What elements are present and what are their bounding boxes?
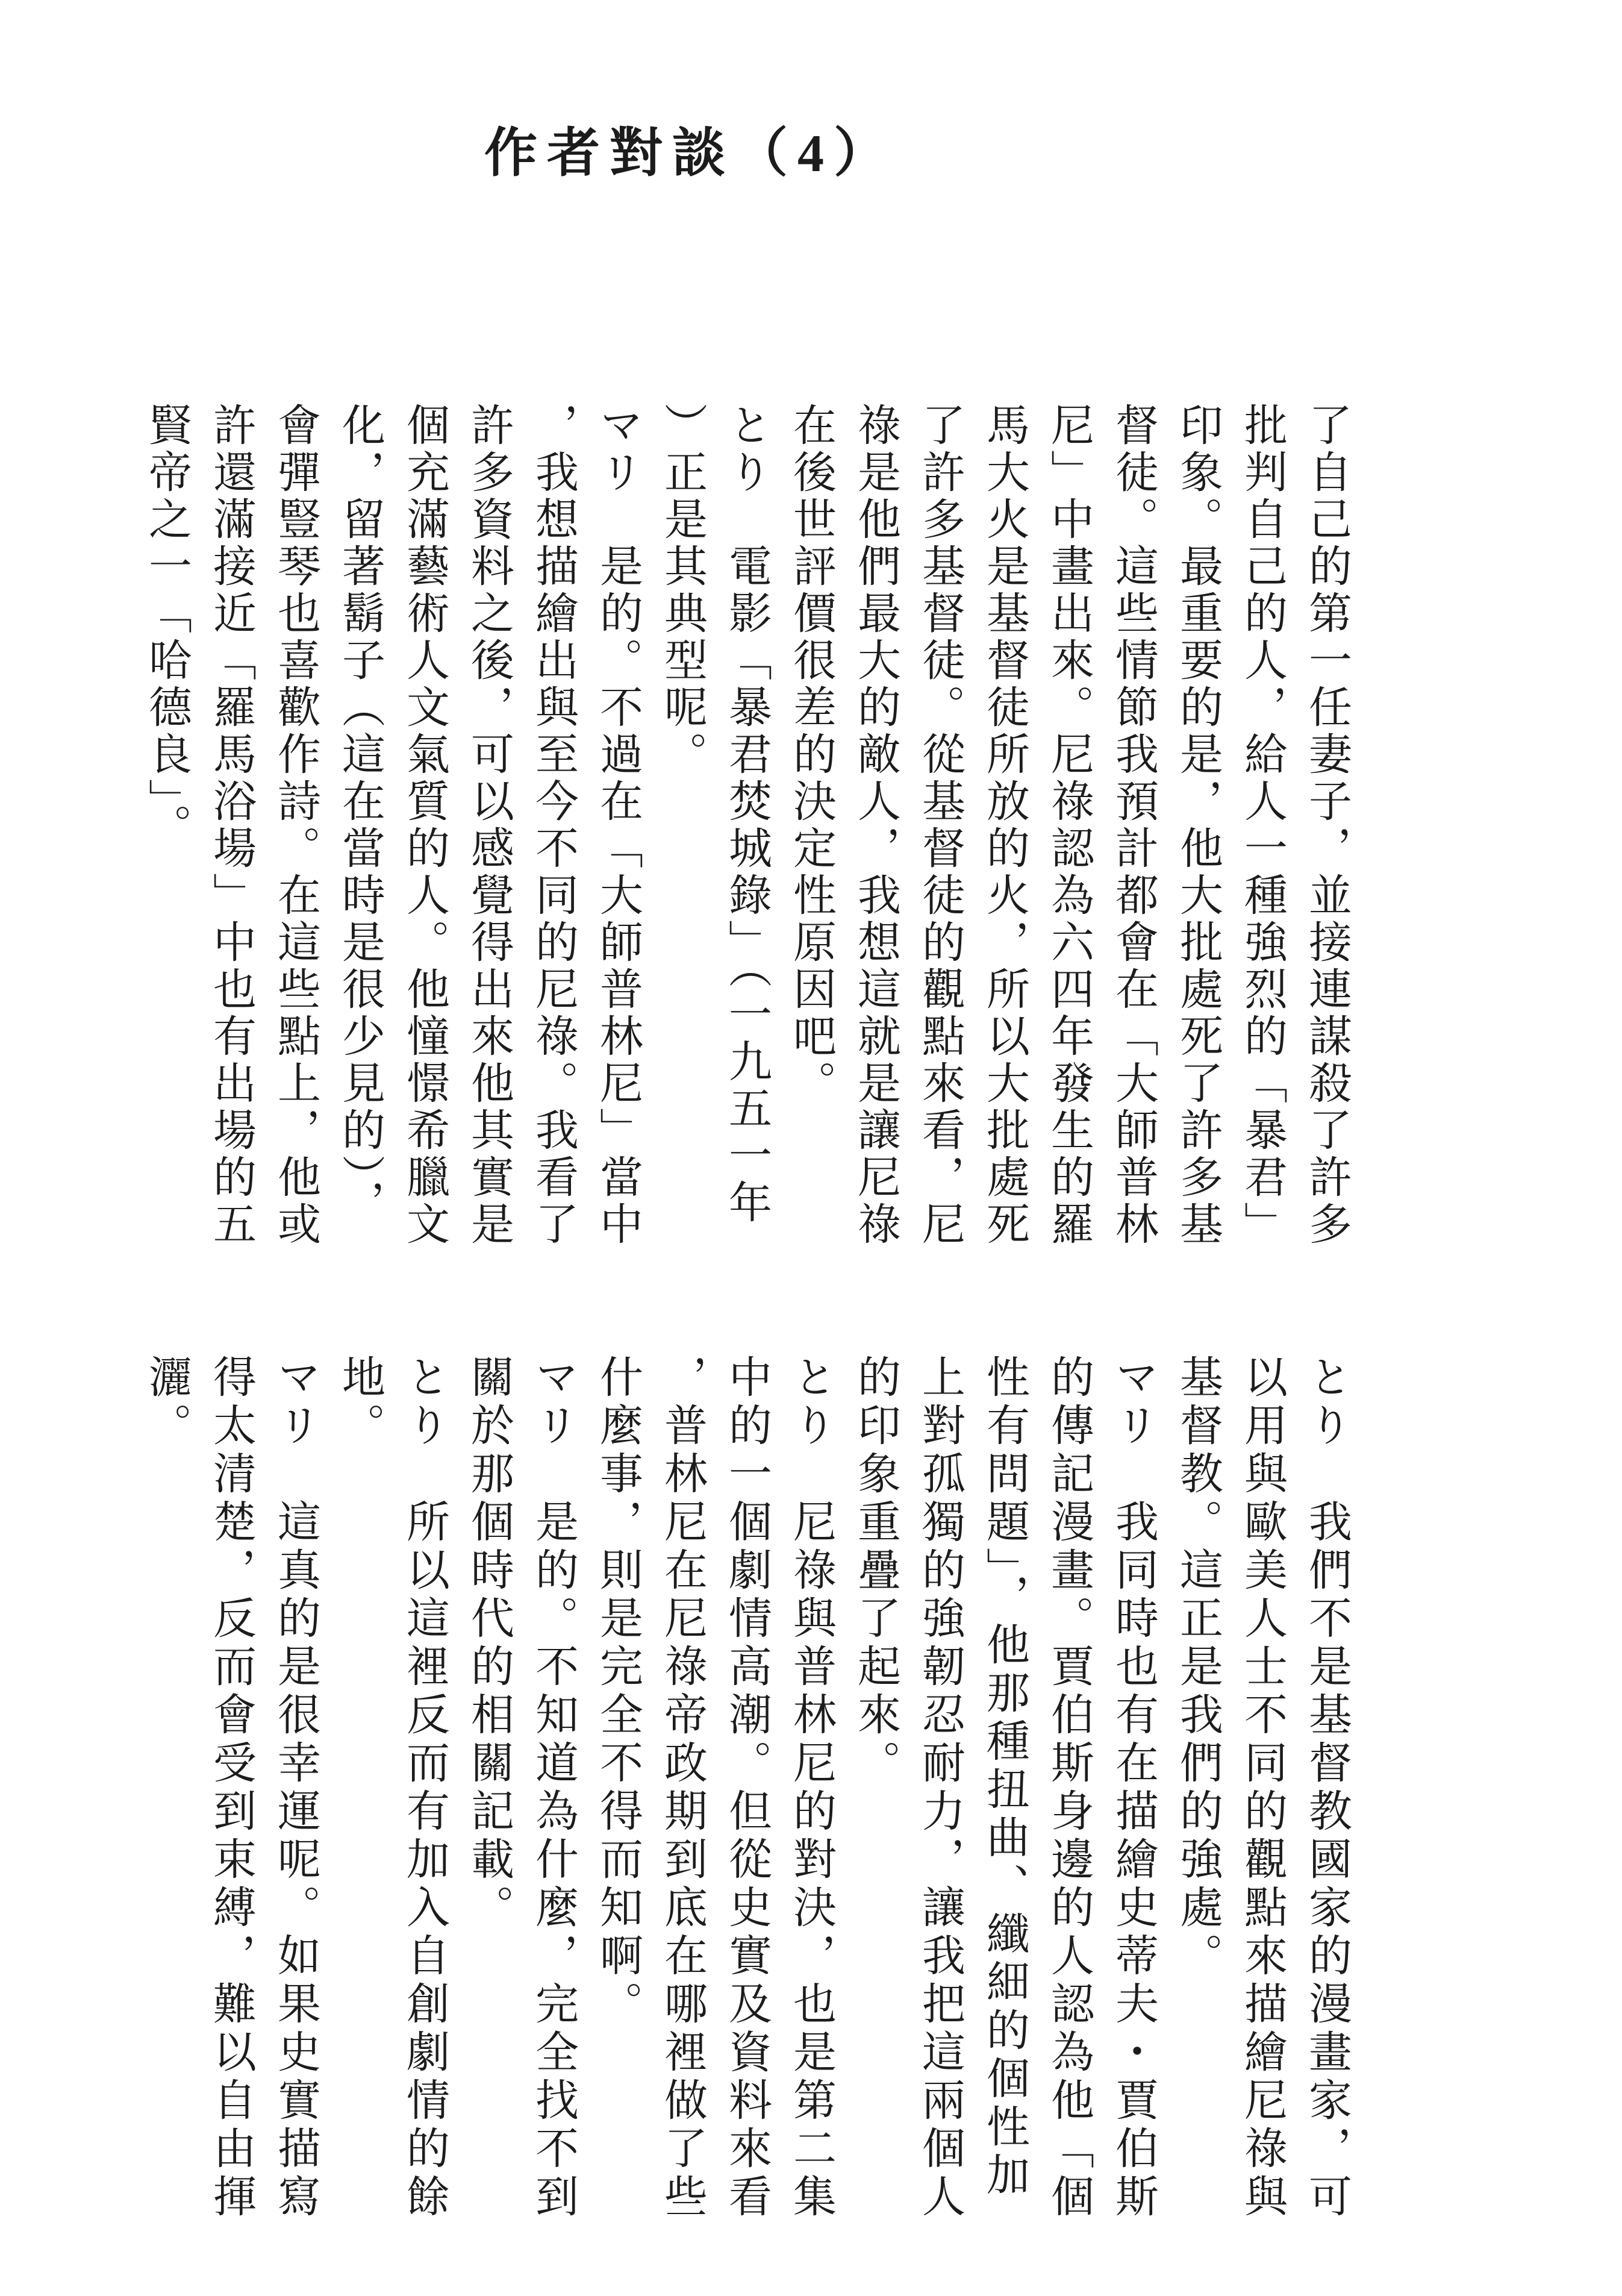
text-column: 什麼事，則是完全不得而知啊。 <box>593 1354 641 2029</box>
text-column: ，普林尼在尼祿帝政期到底在哪裡做了些 <box>658 1354 706 2222</box>
text-column: 上對孤獨的強韌忍耐力，讓我把這兩個人 <box>915 1354 964 2222</box>
text-column-speaker-mari: マリ 是的。不過在「大師普林尼」當中 <box>593 402 641 1248</box>
text-column: 尼」中畫出來。尼祿認為六四年發生的羅 <box>1044 402 1093 1248</box>
text-column: 賢帝之一「哈德良」。 <box>142 402 190 851</box>
text-column-speaker-tori: とり 所以這裡反而有加入自創劇情的餘 <box>400 1354 448 2222</box>
text-column: 祿是他們最大的敵人，我想這就是讓尼祿 <box>851 402 899 1248</box>
text-column-speaker-tori: とり 尼祿與普林尼的對決，也是第二集 <box>787 1354 835 2222</box>
text-column: 批判自己的人，給人一種強烈的「暴君」 <box>1238 402 1286 1248</box>
text-column: 得太清楚，反而會受到束縛，難以自由揮 <box>207 1354 255 2222</box>
text-column: 地。 <box>335 1354 384 1451</box>
text-column: 基督教。這正是我們的強處。 <box>1173 1354 1221 1981</box>
text-column: 個充滿藝術人文氣質的人。他憧憬希臘文 <box>400 402 448 1248</box>
text-column: ，我想描繪出與至今不同的尼祿。我看了 <box>529 402 577 1248</box>
text-column: 中的一個劇情高潮。但從史實及資料來看 <box>722 1354 770 2222</box>
text-column: 以用與歐美人士不同的觀點來描繪尼祿與 <box>1238 1354 1286 2222</box>
text-column-speaker-mari: マリ 這真的是很幸運呢。如果史實描寫 <box>271 1354 319 2222</box>
page-title: 作者對談（4） <box>484 125 897 183</box>
text-column-speaker-mari: マリ 是的。不知道為什麼，完全找不到 <box>529 1354 577 2222</box>
text-column-speaker-tori: とり 電影「暴君焚城錄」（一九五一年 <box>722 402 770 1227</box>
text-column: 了自己的第一任妻子，並接連謀殺了許多 <box>1302 402 1350 1248</box>
dialogue-block-bottom <box>128 1354 1358 2246</box>
text-column: 了許多基督徒。從基督徒的觀點來看，尼 <box>915 402 964 1248</box>
text-column: 化，留著鬍子（這在當時是很少見的）， <box>335 402 384 1227</box>
text-column: 馬大火是基督徒所放的火，所以大批處死 <box>980 402 1028 1248</box>
text-column: 灑。 <box>142 1354 190 1451</box>
dialogue-block-top <box>128 402 1358 1270</box>
text-column-speaker-tori: とり 我們不是基督教國家的漫畫家，可 <box>1302 1354 1350 2222</box>
text-column: 在後世評價很差的決定性原因吧。 <box>787 402 835 1107</box>
text-column-speaker-mari: マリ 我同時也有在描繪史蒂夫・賈伯斯 <box>1109 1354 1157 2222</box>
text-column: 許還滿接近「羅馬浴場」中也有出場的五 <box>207 402 255 1248</box>
text-column: 性有問題」，他那種扭曲、纖細的個性加 <box>980 1354 1028 2200</box>
text-column: ）正是其典型呢。 <box>658 402 706 778</box>
text-column: 印象。最重要的是，他大批處死了許多基 <box>1173 402 1221 1248</box>
text-column: 的印象重疊了起來。 <box>851 1354 899 1788</box>
text-column: 許多資料之後，可以感覺得出來他其實是 <box>464 402 513 1248</box>
text-column: 督徒。這些情節我預計都會在「大師普林 <box>1109 402 1157 1248</box>
text-column: 的傳記漫畫。賈伯斯身邊的人認為他「個 <box>1044 1354 1093 2222</box>
text-column: 會彈豎琴也喜歡作詩。在這些點上，他或 <box>271 402 319 1248</box>
text-column: 關於那個時代的相關記載。 <box>464 1354 513 1933</box>
